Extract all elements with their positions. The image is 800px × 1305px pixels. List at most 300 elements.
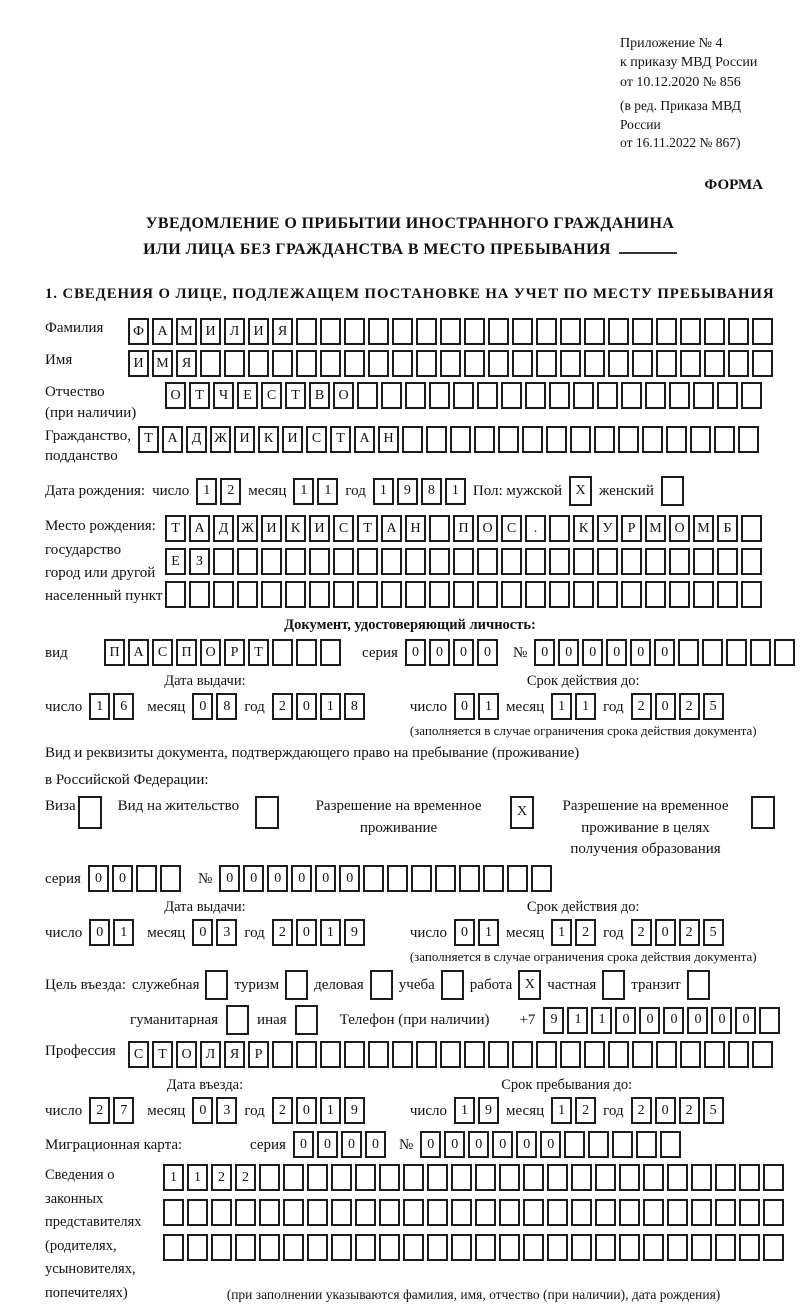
- cell[interactable]: [392, 350, 413, 377]
- cell[interactable]: 0: [420, 1131, 441, 1158]
- cell[interactable]: [645, 581, 666, 608]
- cell[interactable]: 2: [220, 478, 241, 505]
- cell[interactable]: 0: [317, 1131, 338, 1158]
- cell[interactable]: Т: [248, 639, 269, 666]
- cell[interactable]: [392, 1041, 413, 1068]
- cell[interactable]: [295, 1005, 318, 1035]
- cell[interactable]: [741, 382, 762, 409]
- cell[interactable]: Н: [405, 515, 426, 542]
- cell[interactable]: У: [597, 515, 618, 542]
- purpose-private-checkbox[interactable]: [602, 970, 625, 1000]
- cell[interactable]: 0: [88, 865, 109, 892]
- cell[interactable]: [307, 1199, 328, 1226]
- cell[interactable]: [525, 382, 546, 409]
- cell[interactable]: [368, 1041, 389, 1068]
- cell[interactable]: [669, 382, 690, 409]
- cell[interactable]: [200, 350, 221, 377]
- cell[interactable]: [451, 1164, 472, 1191]
- cell[interactable]: Т: [357, 515, 378, 542]
- cell[interactable]: [379, 1164, 400, 1191]
- cell[interactable]: 0: [630, 639, 651, 666]
- cell[interactable]: [475, 1164, 496, 1191]
- cell[interactable]: Н: [378, 426, 399, 453]
- cell[interactable]: [333, 581, 354, 608]
- cell[interactable]: [549, 382, 570, 409]
- purpose-tourism-checkbox[interactable]: [285, 970, 308, 1000]
- cell[interactable]: [429, 515, 450, 542]
- cell[interactable]: [283, 1234, 304, 1261]
- cell[interactable]: [667, 1234, 688, 1261]
- cell[interactable]: 2: [575, 919, 596, 946]
- cell[interactable]: [187, 1234, 208, 1261]
- cell[interactable]: [355, 1164, 376, 1191]
- cell[interactable]: [656, 350, 677, 377]
- cell[interactable]: М: [152, 350, 173, 377]
- cell[interactable]: 0: [735, 1007, 756, 1034]
- cell[interactable]: [403, 1234, 424, 1261]
- cell[interactable]: [738, 426, 759, 453]
- cell[interactable]: П: [453, 515, 474, 542]
- cell[interactable]: 1: [445, 478, 466, 505]
- cell[interactable]: [416, 1041, 437, 1068]
- cell[interactable]: [549, 581, 570, 608]
- cell[interactable]: 5: [703, 1097, 724, 1124]
- cell[interactable]: [717, 382, 738, 409]
- cell[interactable]: [522, 426, 543, 453]
- cell[interactable]: [411, 865, 432, 892]
- cell[interactable]: [739, 1234, 760, 1261]
- cell[interactable]: [693, 548, 714, 575]
- cell[interactable]: 0: [296, 919, 317, 946]
- cell[interactable]: [632, 1041, 653, 1068]
- cell[interactable]: [163, 1234, 184, 1261]
- purpose-business-checkbox[interactable]: [205, 970, 228, 1000]
- cell[interactable]: [619, 1234, 640, 1261]
- cell[interactable]: [427, 1164, 448, 1191]
- cell[interactable]: [728, 1041, 749, 1068]
- cell[interactable]: 2: [272, 693, 293, 720]
- cell[interactable]: А: [128, 639, 149, 666]
- sex-female-checkbox[interactable]: [661, 476, 684, 506]
- cell[interactable]: 0: [291, 865, 312, 892]
- cell[interactable]: [237, 548, 258, 575]
- cell[interactable]: [608, 350, 629, 377]
- cell[interactable]: 0: [192, 919, 213, 946]
- cell[interactable]: [570, 426, 591, 453]
- cell[interactable]: X: [510, 796, 534, 829]
- cell[interactable]: 0: [655, 693, 676, 720]
- cell[interactable]: О: [477, 515, 498, 542]
- temp-residence-edu-checkbox[interactable]: [751, 796, 775, 829]
- cell[interactable]: А: [381, 515, 402, 542]
- cell[interactable]: [717, 548, 738, 575]
- cell[interactable]: [381, 382, 402, 409]
- cell[interactable]: [435, 865, 456, 892]
- cell[interactable]: [309, 548, 330, 575]
- cell[interactable]: [464, 350, 485, 377]
- cell[interactable]: [643, 1234, 664, 1261]
- cell[interactable]: [547, 1164, 568, 1191]
- cell[interactable]: [669, 581, 690, 608]
- cell[interactable]: 0: [339, 865, 360, 892]
- cell[interactable]: [296, 318, 317, 345]
- cell[interactable]: [259, 1234, 280, 1261]
- cell[interactable]: А: [189, 515, 210, 542]
- cell[interactable]: X: [518, 970, 541, 1000]
- cell[interactable]: О: [176, 1041, 197, 1068]
- cell[interactable]: [680, 318, 701, 345]
- cell[interactable]: П: [104, 639, 125, 666]
- cell[interactable]: [441, 970, 464, 1000]
- cell[interactable]: 5: [703, 693, 724, 720]
- cell[interactable]: [450, 426, 471, 453]
- cell[interactable]: [714, 426, 735, 453]
- cell[interactable]: [560, 350, 581, 377]
- cell[interactable]: [619, 1199, 640, 1226]
- cell[interactable]: 0: [192, 1097, 213, 1124]
- cell[interactable]: [213, 581, 234, 608]
- cell[interactable]: 0: [219, 865, 240, 892]
- cell[interactable]: [211, 1234, 232, 1261]
- cell[interactable]: [588, 1131, 609, 1158]
- cell[interactable]: И: [282, 426, 303, 453]
- cell[interactable]: [525, 581, 546, 608]
- cell[interactable]: [320, 318, 341, 345]
- cell[interactable]: [320, 639, 341, 666]
- cell[interactable]: 0: [296, 1097, 317, 1124]
- cell[interactable]: [523, 1234, 544, 1261]
- cell[interactable]: 0: [89, 919, 110, 946]
- cell[interactable]: 1: [320, 919, 341, 946]
- cell[interactable]: [661, 476, 684, 506]
- cell[interactable]: [235, 1199, 256, 1226]
- cell[interactable]: 0: [655, 1097, 676, 1124]
- cell[interactable]: [285, 581, 306, 608]
- cell[interactable]: 0: [267, 865, 288, 892]
- cell[interactable]: 9: [478, 1097, 499, 1124]
- cell[interactable]: [453, 548, 474, 575]
- cell[interactable]: Р: [248, 1041, 269, 1068]
- cell[interactable]: Е: [165, 548, 186, 575]
- cell[interactable]: 8: [421, 478, 442, 505]
- cell[interactable]: [331, 1164, 352, 1191]
- cell[interactable]: [693, 382, 714, 409]
- cell[interactable]: 0: [444, 1131, 465, 1158]
- cell[interactable]: Т: [152, 1041, 173, 1068]
- cell[interactable]: [643, 1199, 664, 1226]
- cell[interactable]: [741, 515, 762, 542]
- cell[interactable]: С: [333, 515, 354, 542]
- cell[interactable]: [536, 1041, 557, 1068]
- cell[interactable]: [632, 318, 653, 345]
- cell[interactable]: [621, 548, 642, 575]
- cell[interactable]: К: [258, 426, 279, 453]
- cell[interactable]: [451, 1199, 472, 1226]
- cell[interactable]: Т: [285, 382, 306, 409]
- cell[interactable]: 2: [211, 1164, 232, 1191]
- cell[interactable]: А: [162, 426, 183, 453]
- cell[interactable]: 8: [344, 693, 365, 720]
- cell[interactable]: [680, 350, 701, 377]
- cell[interactable]: [571, 1164, 592, 1191]
- cell[interactable]: 0: [477, 639, 498, 666]
- cell[interactable]: [560, 318, 581, 345]
- cell[interactable]: [573, 548, 594, 575]
- cell[interactable]: [483, 865, 504, 892]
- cell[interactable]: [573, 382, 594, 409]
- cell[interactable]: [283, 1164, 304, 1191]
- cell[interactable]: 0: [429, 639, 450, 666]
- cell[interactable]: [759, 1007, 780, 1034]
- cell[interactable]: 0: [192, 693, 213, 720]
- cell[interactable]: [501, 382, 522, 409]
- cell[interactable]: [272, 639, 293, 666]
- cell[interactable]: [498, 426, 519, 453]
- cell[interactable]: 1: [478, 919, 499, 946]
- cell[interactable]: [451, 1234, 472, 1261]
- cell[interactable]: [368, 350, 389, 377]
- cell[interactable]: 0: [293, 1131, 314, 1158]
- cell[interactable]: [488, 1041, 509, 1068]
- cell[interactable]: О: [200, 639, 221, 666]
- cell[interactable]: [78, 796, 102, 829]
- cell[interactable]: [691, 1199, 712, 1226]
- cell[interactable]: К: [573, 515, 594, 542]
- residence-permit-checkbox[interactable]: [255, 796, 279, 829]
- cell[interactable]: [381, 581, 402, 608]
- cell[interactable]: [501, 581, 522, 608]
- cell[interactable]: [416, 318, 437, 345]
- cell[interactable]: 0: [405, 639, 426, 666]
- cell[interactable]: [690, 426, 711, 453]
- cell[interactable]: П: [176, 639, 197, 666]
- cell[interactable]: [763, 1164, 784, 1191]
- cell[interactable]: [584, 318, 605, 345]
- cell[interactable]: 0: [655, 919, 676, 946]
- cell[interactable]: [405, 382, 426, 409]
- cell[interactable]: [499, 1234, 520, 1261]
- cell[interactable]: [621, 581, 642, 608]
- cell[interactable]: [636, 1131, 657, 1158]
- cell[interactable]: 0: [687, 1007, 708, 1034]
- cell[interactable]: [584, 350, 605, 377]
- cell[interactable]: [752, 1041, 773, 1068]
- cell[interactable]: [296, 350, 317, 377]
- cell[interactable]: 0: [534, 639, 555, 666]
- cell[interactable]: [763, 1234, 784, 1261]
- cell[interactable]: [187, 1199, 208, 1226]
- cell[interactable]: 2: [679, 1097, 700, 1124]
- cell[interactable]: Т: [330, 426, 351, 453]
- cell[interactable]: 1: [551, 919, 572, 946]
- cell[interactable]: [741, 548, 762, 575]
- cell[interactable]: 3: [216, 919, 237, 946]
- cell[interactable]: [477, 581, 498, 608]
- cell[interactable]: [602, 970, 625, 1000]
- cell[interactable]: [344, 350, 365, 377]
- cell[interactable]: С: [501, 515, 522, 542]
- cell[interactable]: [261, 548, 282, 575]
- cell[interactable]: [405, 581, 426, 608]
- cell[interactable]: М: [176, 318, 197, 345]
- cell[interactable]: [704, 318, 725, 345]
- cell[interactable]: [416, 350, 437, 377]
- cell[interactable]: [405, 548, 426, 575]
- cell[interactable]: [363, 865, 384, 892]
- cell[interactable]: Б: [717, 515, 738, 542]
- sex-male-checkbox[interactable]: [569, 476, 592, 506]
- cell[interactable]: Ч: [213, 382, 234, 409]
- cell[interactable]: 1: [478, 693, 499, 720]
- cell[interactable]: [667, 1199, 688, 1226]
- cell[interactable]: З: [189, 548, 210, 575]
- cell[interactable]: [453, 581, 474, 608]
- cell[interactable]: С: [261, 382, 282, 409]
- cell[interactable]: 2: [89, 1097, 110, 1124]
- cell[interactable]: [189, 581, 210, 608]
- cell[interactable]: [331, 1234, 352, 1261]
- cell[interactable]: 1: [89, 693, 110, 720]
- cell[interactable]: [571, 1199, 592, 1226]
- cell[interactable]: [680, 1041, 701, 1068]
- cell[interactable]: 0: [558, 639, 579, 666]
- cell[interactable]: Р: [224, 639, 245, 666]
- cell[interactable]: [255, 796, 279, 829]
- cell[interactable]: 9: [543, 1007, 564, 1034]
- cell[interactable]: [427, 1234, 448, 1261]
- cell[interactable]: М: [645, 515, 666, 542]
- cell[interactable]: 2: [631, 919, 652, 946]
- cell[interactable]: [752, 318, 773, 345]
- cell[interactable]: 2: [631, 693, 652, 720]
- cell[interactable]: 2: [679, 919, 700, 946]
- cell[interactable]: 2: [235, 1164, 256, 1191]
- cell[interactable]: 2: [631, 1097, 652, 1124]
- cell[interactable]: Т: [189, 382, 210, 409]
- cell[interactable]: [512, 318, 533, 345]
- cell[interactable]: 2: [679, 693, 700, 720]
- cell[interactable]: [739, 1199, 760, 1226]
- cell[interactable]: [715, 1164, 736, 1191]
- cell[interactable]: [678, 639, 699, 666]
- cell[interactable]: [704, 350, 725, 377]
- cell[interactable]: О: [333, 382, 354, 409]
- purpose-study-checkbox[interactable]: [441, 970, 464, 1000]
- cell[interactable]: [259, 1164, 280, 1191]
- cell[interactable]: [453, 382, 474, 409]
- cell[interactable]: [693, 581, 714, 608]
- cell[interactable]: [618, 426, 639, 453]
- cell[interactable]: 1: [567, 1007, 588, 1034]
- cell[interactable]: [728, 318, 749, 345]
- cell[interactable]: 9: [344, 919, 365, 946]
- cell[interactable]: [702, 639, 723, 666]
- cell[interactable]: 0: [454, 693, 475, 720]
- cell[interactable]: [477, 382, 498, 409]
- cell[interactable]: 1: [591, 1007, 612, 1034]
- cell[interactable]: [525, 548, 546, 575]
- cell[interactable]: [656, 1041, 677, 1068]
- cell[interactable]: 1: [373, 478, 394, 505]
- cell[interactable]: Л: [200, 1041, 221, 1068]
- cell[interactable]: [272, 1041, 293, 1068]
- cell[interactable]: [440, 1041, 461, 1068]
- purpose-commercial-checkbox[interactable]: [370, 970, 393, 1000]
- cell[interactable]: 1: [293, 478, 314, 505]
- cell[interactable]: [669, 548, 690, 575]
- cell[interactable]: [660, 1131, 681, 1158]
- cell[interactable]: [594, 426, 615, 453]
- cell[interactable]: [523, 1164, 544, 1191]
- cell[interactable]: [459, 865, 480, 892]
- cell[interactable]: 1: [575, 693, 596, 720]
- cell[interactable]: 0: [606, 639, 627, 666]
- cell[interactable]: [285, 548, 306, 575]
- cell[interactable]: [440, 318, 461, 345]
- cell[interactable]: [726, 639, 747, 666]
- cell[interactable]: [475, 1234, 496, 1261]
- cell[interactable]: 0: [341, 1131, 362, 1158]
- cell[interactable]: [547, 1234, 568, 1261]
- cell[interactable]: 8: [216, 693, 237, 720]
- cell[interactable]: С: [306, 426, 327, 453]
- cell[interactable]: Т: [165, 515, 186, 542]
- cell[interactable]: [474, 426, 495, 453]
- cell[interactable]: [296, 639, 317, 666]
- cell[interactable]: О: [669, 515, 690, 542]
- cell[interactable]: И: [309, 515, 330, 542]
- cell[interactable]: М: [693, 515, 714, 542]
- cell[interactable]: Р: [621, 515, 642, 542]
- cell[interactable]: [402, 426, 423, 453]
- cell[interactable]: [387, 865, 408, 892]
- cell[interactable]: [595, 1199, 616, 1226]
- cell[interactable]: [488, 350, 509, 377]
- cell[interactable]: [752, 350, 773, 377]
- cell[interactable]: [715, 1199, 736, 1226]
- cell[interactable]: [357, 581, 378, 608]
- cell[interactable]: [612, 1131, 633, 1158]
- cell[interactable]: К: [285, 515, 306, 542]
- cell[interactable]: [248, 350, 269, 377]
- cell[interactable]: [283, 1199, 304, 1226]
- cell[interactable]: [774, 639, 795, 666]
- cell[interactable]: 7: [113, 1097, 134, 1124]
- cell[interactable]: [549, 515, 570, 542]
- cell[interactable]: [632, 350, 653, 377]
- cell[interactable]: [355, 1199, 376, 1226]
- title-blank-line[interactable]: [619, 237, 677, 254]
- cell[interactable]: 0: [296, 693, 317, 720]
- cell[interactable]: [392, 318, 413, 345]
- cell[interactable]: [235, 1234, 256, 1261]
- cell[interactable]: Ж: [237, 515, 258, 542]
- cell[interactable]: А: [152, 318, 173, 345]
- cell[interactable]: [307, 1234, 328, 1261]
- cell[interactable]: Я: [176, 350, 197, 377]
- cell[interactable]: [715, 1234, 736, 1261]
- cell[interactable]: [621, 382, 642, 409]
- cell[interactable]: [259, 1199, 280, 1226]
- cell[interactable]: [597, 581, 618, 608]
- cell[interactable]: 0: [315, 865, 336, 892]
- cell[interactable]: [642, 426, 663, 453]
- cell[interactable]: [320, 1041, 341, 1068]
- cell[interactable]: [666, 426, 687, 453]
- cell[interactable]: [546, 426, 567, 453]
- cell[interactable]: 5: [703, 919, 724, 946]
- cell[interactable]: [211, 1199, 232, 1226]
